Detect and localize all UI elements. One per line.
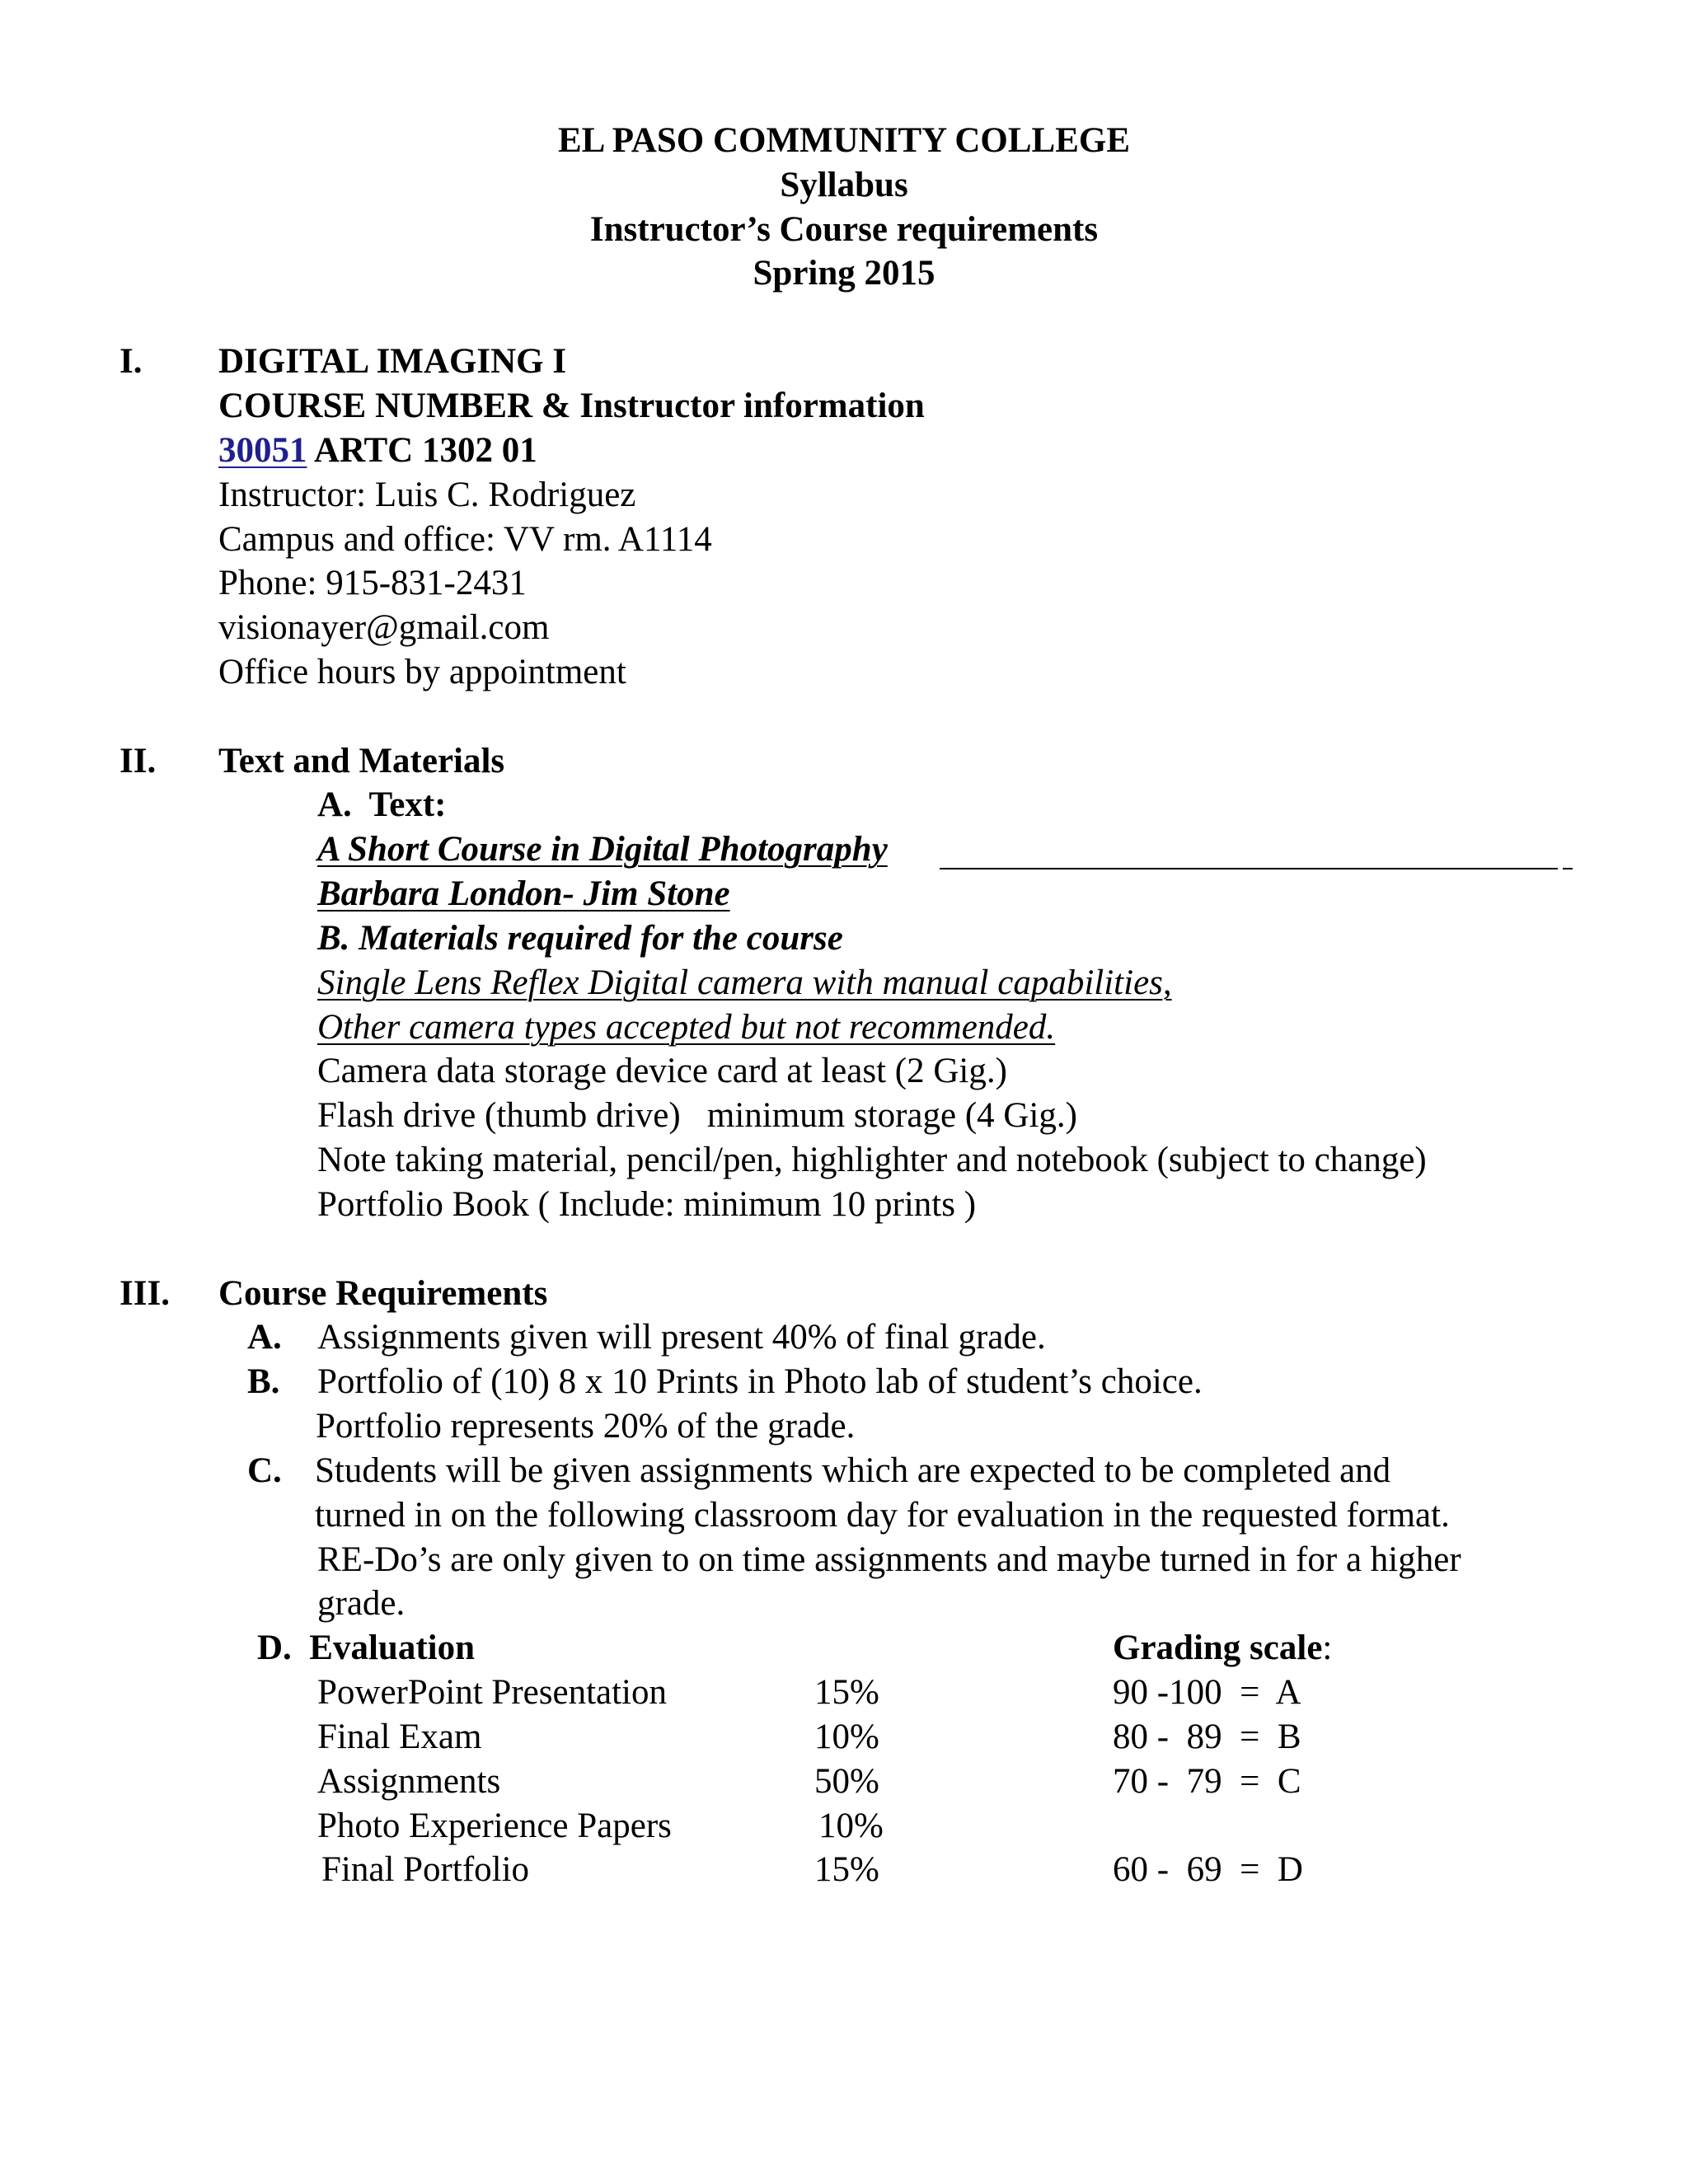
- section-3-heading: Course Requirements: [218, 1274, 548, 1313]
- evaluation-percent: 10%: [818, 1807, 884, 1845]
- grading-scale-row: 60 - 69 = D: [1113, 1850, 1303, 1889]
- item-c-text: grade.: [317, 1584, 406, 1623]
- term: Spring 2015: [753, 254, 935, 293]
- instructor-name: Instructor: Luis C. Rodriguez: [218, 476, 636, 514]
- material-item: Flash drive (thumb drive) minimum storage (4 Gig.): [317, 1096, 1077, 1135]
- evaluation-percent: 10%: [814, 1718, 879, 1756]
- evaluation-percent: 50%: [814, 1762, 879, 1801]
- evaluation-percent: 15%: [814, 1673, 879, 1712]
- camera-requirement: Single Lens Reflex Digital camera with manual capabilities,: [317, 963, 1172, 1002]
- evaluation-percent: 15%: [814, 1850, 879, 1889]
- course-code: ARTC 1302 01: [313, 431, 537, 470]
- underline-rule-end: [1563, 868, 1573, 869]
- crn-link[interactable]: 30051: [218, 431, 307, 470]
- grading-scale-row: 90 -100 = A: [1113, 1673, 1301, 1712]
- textbook-title: A Short Course in Digital Photography: [317, 830, 888, 869]
- item-b-text: Portfolio of (10) 8 x 10 Prints in Photo lab of student’s choice.: [317, 1362, 1203, 1401]
- material-item: Portfolio Book ( Include: minimum 10 prints ): [317, 1185, 977, 1224]
- item-c-text: RE-Do’s are only given to on time assignments and maybe turned in for a higher: [317, 1540, 1461, 1579]
- section-2-numeral: II.: [120, 742, 157, 780]
- item-a-letter: A.: [247, 1318, 282, 1357]
- material-item: Note taking material, pencil/pen, highlighter and notebook (subject to change): [317, 1141, 1427, 1179]
- textbook-authors: Barbara London- Jim Stone: [317, 874, 730, 913]
- phone-number: Phone: 915-831-2431: [218, 564, 527, 602]
- doc-type: Syllabus: [780, 166, 908, 204]
- office-location: Campus and office: VV rm. A1114: [218, 520, 712, 559]
- evaluation-item: Assignments: [317, 1762, 501, 1801]
- section-2-heading: Text and Materials: [218, 742, 505, 780]
- materials-heading: B. Materials required for the course: [317, 919, 843, 958]
- evaluation-item: PowerPoint Presentation: [317, 1673, 667, 1712]
- institution-title: EL PASO COMMUNITY COLLEGE: [557, 121, 1131, 160]
- section-1-heading: COURSE NUMBER & Instructor information: [218, 387, 925, 425]
- evaluation-item: Final Portfolio: [321, 1850, 530, 1889]
- evaluation-heading: D. Evaluation: [257, 1629, 476, 1667]
- underline-rule: [940, 868, 1558, 869]
- section-1-numeral: I.: [120, 342, 143, 381]
- item-a-text: Assignments given will present 40% of final grade.: [317, 1318, 1046, 1357]
- camera-note: Other camera types accepted but not recommended.: [317, 1008, 1056, 1047]
- section-3-numeral: III.: [120, 1274, 170, 1313]
- grading-scale-row: 80 - 89 = B: [1113, 1718, 1301, 1756]
- course-title: DIGITAL IMAGING I: [218, 342, 567, 381]
- item-b-text: Portfolio represents 20% of the grade.: [316, 1407, 856, 1446]
- item-c-text: Students will be given assignments which are expected to be completed and: [315, 1451, 1391, 1490]
- office-hours: Office hours by appointment: [218, 653, 626, 691]
- material-item: Camera data storage device card at least (2 Gig.): [317, 1052, 1007, 1090]
- grading-scale-heading: Grading scale:: [1113, 1629, 1333, 1667]
- item-c-letter: C.: [247, 1451, 282, 1490]
- grading-scale-row: 70 - 79 = C: [1113, 1762, 1301, 1801]
- item-b-letter: B.: [247, 1362, 280, 1401]
- course-number-line: [218, 429, 537, 473]
- item-c-text: turned in on the following classroom day for evaluation in the requested format.: [315, 1496, 1450, 1535]
- evaluation-item: Photo Experience Papers: [317, 1807, 672, 1845]
- doc-subtitle: Instructor’s Course requirements: [589, 210, 1099, 249]
- text-subheading: A. Text:: [317, 785, 447, 824]
- evaluation-item: Final Exam: [317, 1718, 482, 1756]
- email-address: visionayer@gmail.com: [218, 608, 550, 647]
